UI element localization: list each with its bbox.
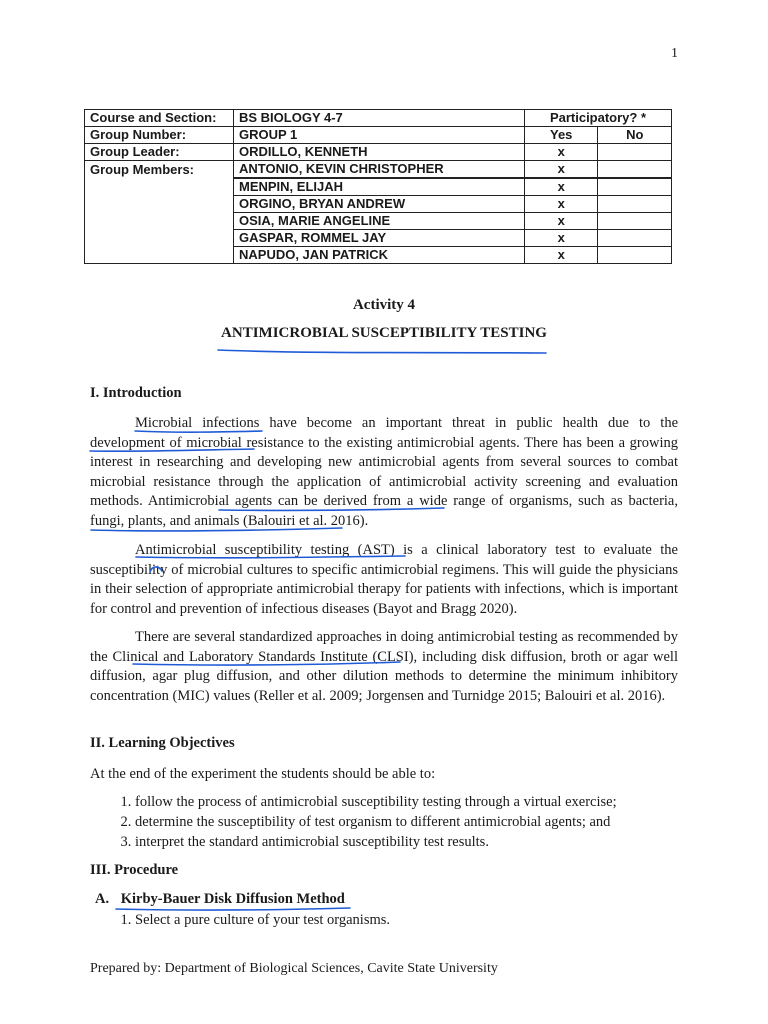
intro-paragraph-3: There are several standardized approaches in doing antimicrobial testing as recommended by the Clinical and Laboratory Standards Institute (CLSI), including disk diffusion, broth or agar well diffusion, agar plug diffusion, and other dilution methods to determine the minimum inhibitory concentration (MIC) values (Reller et al. 2009; Jorgensen and Turnidge 2015; Balouiri et al. 2016). <box>90 629 678 704</box>
no-mark <box>598 196 672 213</box>
list-item: 2. determine the susceptibility of test organism to different antimicrobial agents; and <box>135 812 723 832</box>
row-label <box>85 230 234 247</box>
no-mark <box>598 247 672 264</box>
page-title: ANTIMICROBIAL SUSCEPTIBILITY TESTING <box>221 325 547 341</box>
row-label: Course and Section: <box>85 110 234 127</box>
row-label <box>85 213 234 230</box>
objectives-lead: At the end of the experiment the students should be able to: <box>90 766 436 782</box>
title-underline <box>218 350 546 353</box>
procedure-heading: III. Procedure <box>90 862 179 878</box>
row-value: MENPIN, ELIJAH <box>234 178 525 196</box>
row-value: GROUP 1 <box>234 127 525 144</box>
method-name: Kirby-Bauer Disk Diffusion Method <box>120 891 345 907</box>
yes-mark: x <box>524 144 598 161</box>
table-row <box>85 144 672 161</box>
table-row <box>85 127 672 144</box>
table-row <box>85 110 672 127</box>
no-mark <box>598 213 672 230</box>
table-row <box>85 178 672 196</box>
intro-paragraph-2: Antimicrobial susceptibility testing (AST) is a clinical laboratory test to evaluate the susceptibility of microbial cultures to specific antimicrobial regimens. This will guide the physicians in their selection of appropriate antimicrobial therapy for patients with infections, which is important for control and prevention of infectious diseases (Bayot and Bragg 2020). <box>90 542 678 617</box>
row-value: GASPAR, ROMMEL JAY <box>234 230 525 247</box>
introduction-heading: I. Introduction <box>90 385 182 401</box>
intro-paragraph-1: Microbial infections have become an important threat in public health due to the development of microbial resistance to the existing antimicrobial agents. There has been a growing interest in researching and developing new antimicrobial agents from several sources to combat microbial resistance through the application of antimicrobial activity screening and evaluation methods. Antimicrobial agents can be derived from a wide range of organisms, such as bacteria, fungi, plants, and animals (Balouiri et al. 2016). <box>90 415 678 529</box>
page-number: 1 <box>671 46 678 61</box>
row-label <box>85 196 234 213</box>
yes-mark: x <box>524 213 598 230</box>
group-info-table <box>84 109 672 264</box>
no-mark <box>598 161 672 179</box>
table-row <box>85 196 672 213</box>
no-mark <box>598 178 672 196</box>
row-label: Group Members: <box>85 161 234 179</box>
method-heading <box>95 891 345 908</box>
list-item: 1. Select a pure culture of your test organisms. <box>135 910 390 930</box>
participatory-header: Participatory? * <box>524 110 671 127</box>
no-mark <box>598 144 672 161</box>
row-value: OSIA, MARIE ANGELINE <box>234 213 525 230</box>
footer: Prepared by: Department of Biological Sciences, Cavite State University <box>90 961 498 976</box>
list-item: 3. interpret the standard antimicrobial susceptibility test results. <box>135 832 723 852</box>
row-value: BS BIOLOGY 4-7 <box>234 110 525 127</box>
activity-label: Activity 4 <box>352 297 416 313</box>
row-value: ORDILLO, KENNETH <box>234 144 525 161</box>
yes-header: Yes <box>524 127 598 144</box>
yes-mark: x <box>524 161 598 179</box>
procedure-steps <box>90 910 390 930</box>
row-value: ANTONIO, KEVIN CHRISTOPHER <box>234 161 525 179</box>
row-label <box>85 247 234 264</box>
row-label: Group Number: <box>85 127 234 144</box>
objectives-list <box>90 792 723 852</box>
objectives-heading: II. Learning Objectives <box>90 735 235 751</box>
row-value: ORGINO, BRYAN ANDREW <box>234 196 525 213</box>
no-header: No <box>598 127 672 144</box>
method-label: A. <box>95 891 110 907</box>
yes-mark: x <box>524 247 598 264</box>
yes-mark: x <box>524 230 598 247</box>
yes-mark: x <box>524 196 598 213</box>
table-row <box>85 161 672 179</box>
table-row <box>85 213 672 230</box>
row-label: Group Leader: <box>85 144 234 161</box>
list-item: 1. follow the process of antimicrobial susceptibility testing through a virtual exercise; <box>135 792 723 812</box>
table-row <box>85 230 672 247</box>
row-value: NAPUDO, JAN PATRICK <box>234 247 525 264</box>
table-row <box>85 247 672 264</box>
no-mark <box>598 230 672 247</box>
yes-mark: x <box>524 178 598 196</box>
row-label <box>85 178 234 196</box>
